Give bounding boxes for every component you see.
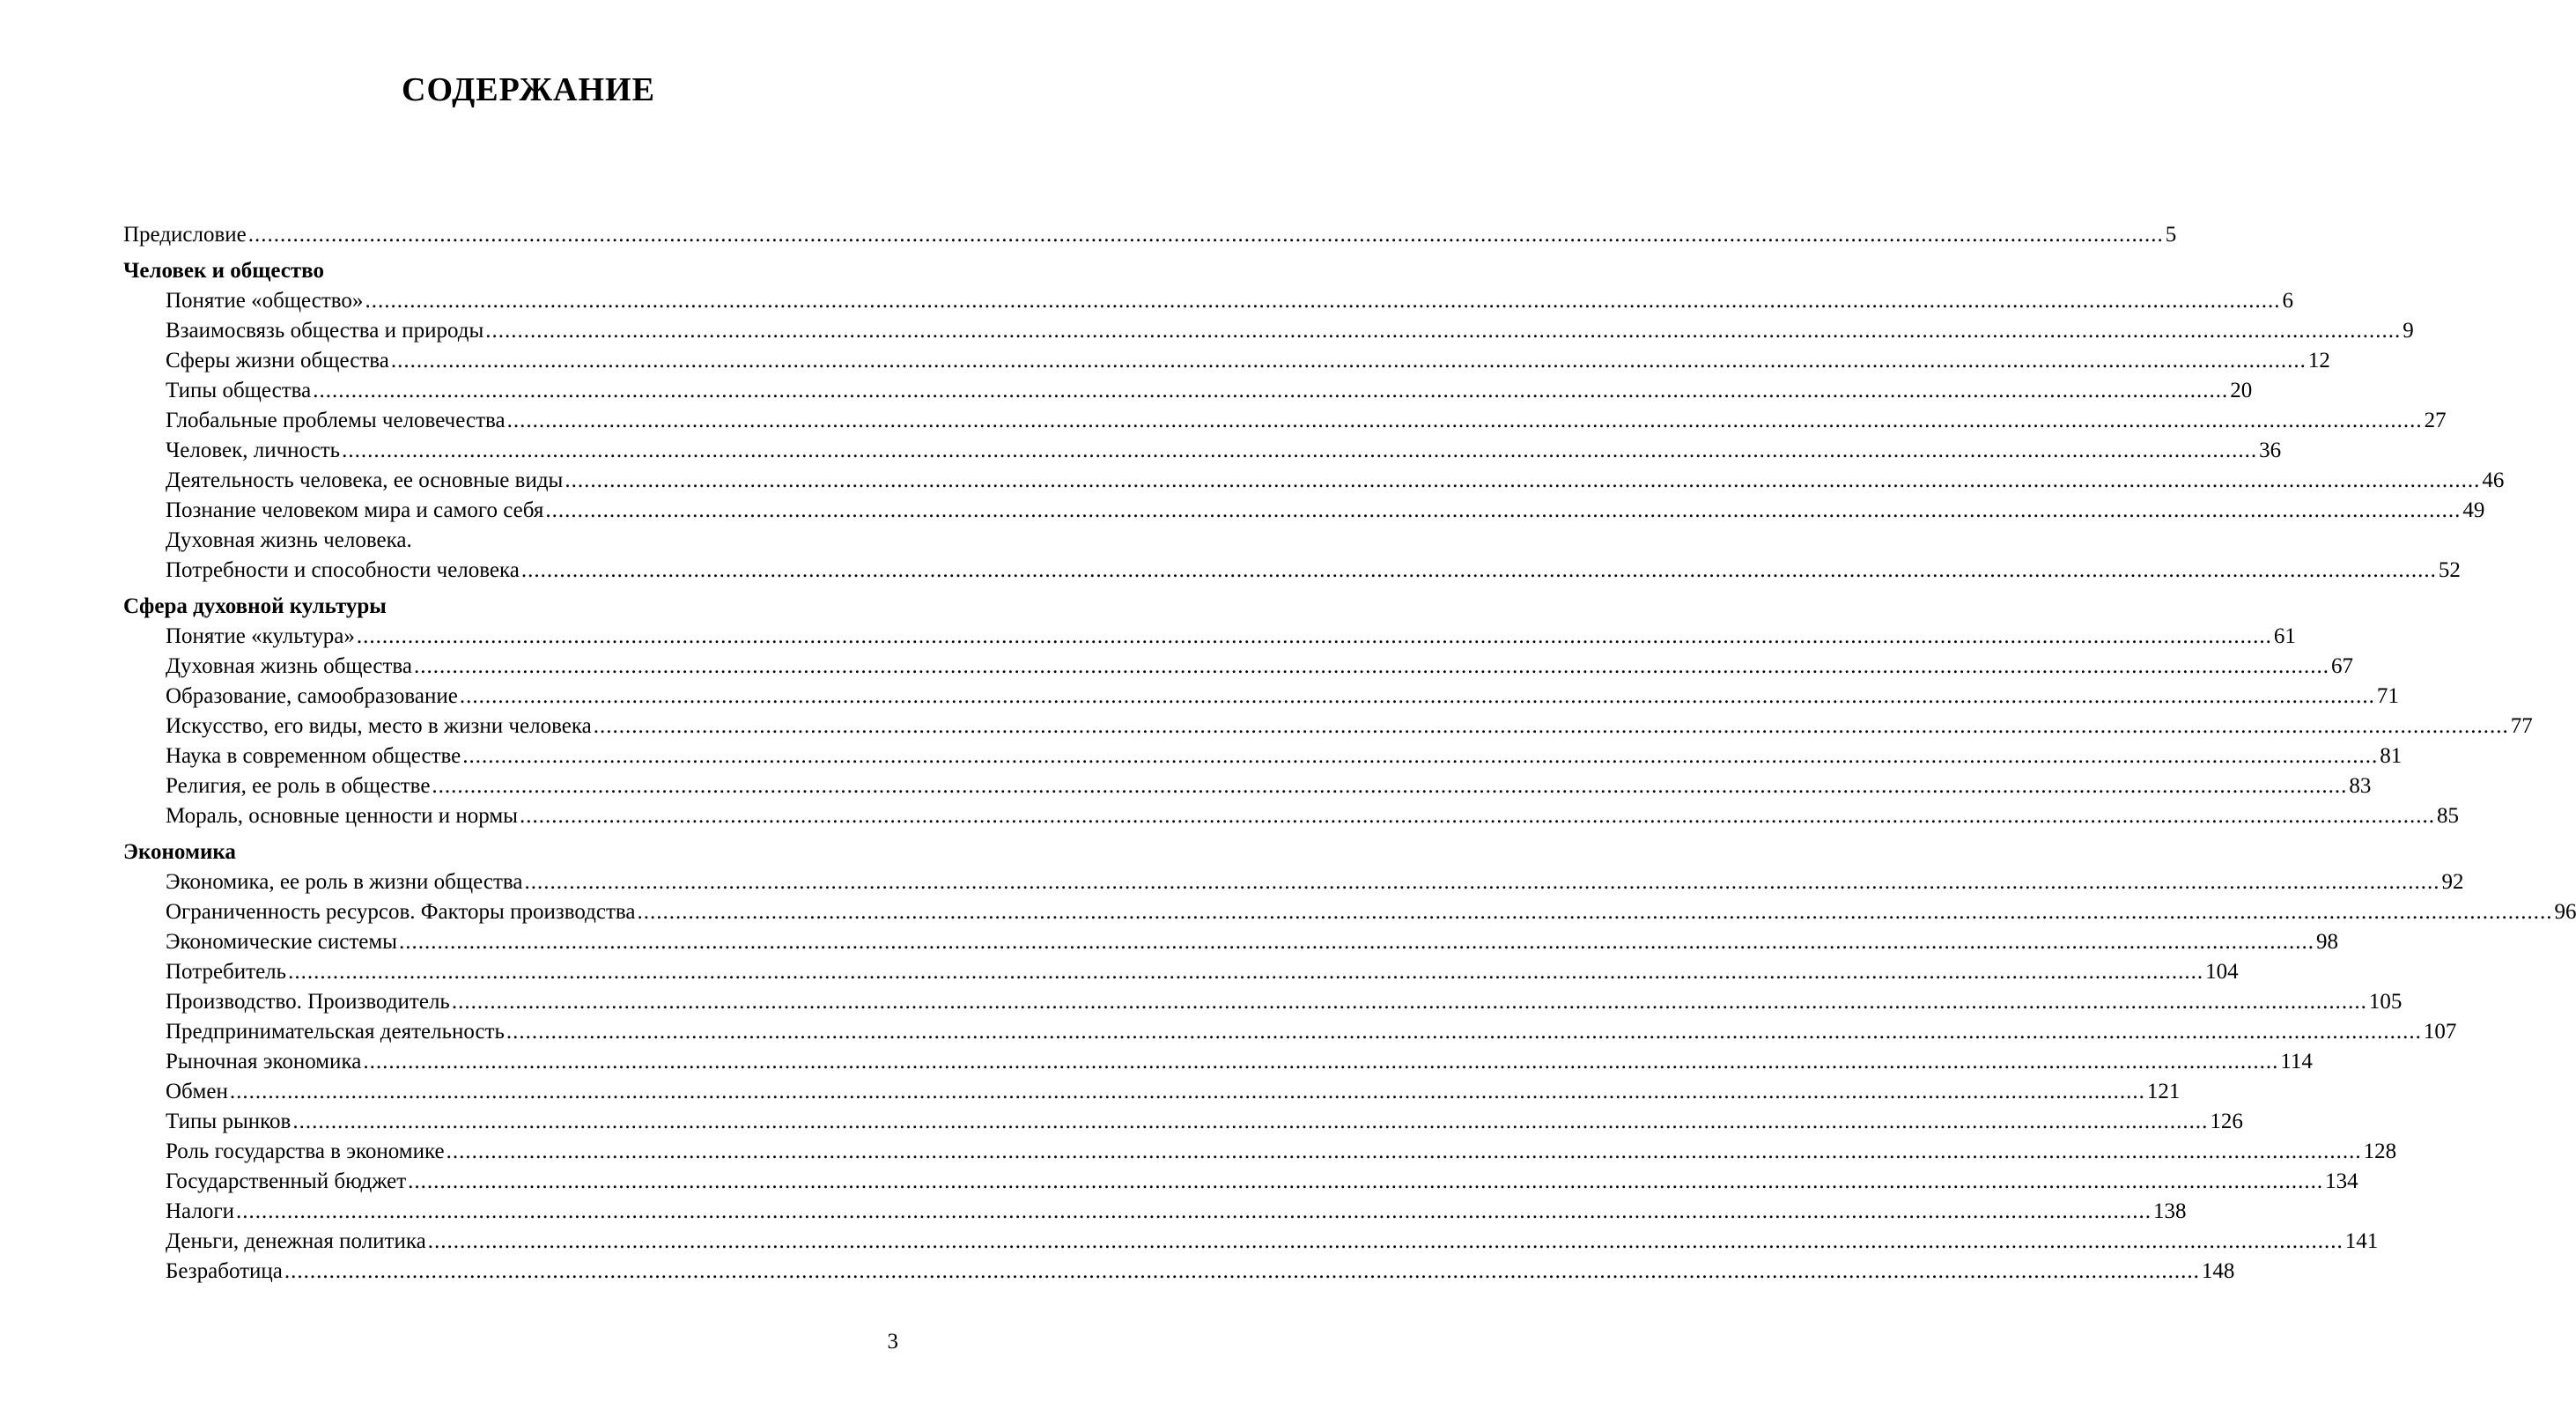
toc-entry: [123, 220, 2177, 250]
toc-entry-title: Типы общества: [166, 379, 312, 402]
toc-entry: [123, 771, 2372, 801]
toc-entry-title: Человек, личность: [166, 439, 341, 462]
toc-entry: [123, 622, 2296, 652]
dot-leader: ............................................................................................................................................................................................................................................................................................................: [545, 498, 2462, 522]
toc-entry-title: Потребитель: [166, 960, 287, 984]
toc-entry: [123, 682, 2399, 712]
dot-leader: ............................................................................................................................................................................................................................................................................................................: [427, 1229, 2343, 1253]
toc-page-number: 20: [2230, 379, 2253, 402]
dot-leader: ............................................................................................................................................................................................................................................................................................................: [459, 684, 2375, 708]
toc-entry-title: Сферы жизни общества: [166, 349, 389, 373]
toc-page-number: 61: [2273, 624, 2296, 648]
toc-entry: [123, 346, 2330, 376]
toc-entry-title: Познание человеком мира и самого себя: [166, 498, 544, 522]
dot-leader: ............................................................................................................................................................................................................................................................................................................: [451, 990, 2367, 1014]
toc-page-number: 9: [2403, 319, 2414, 343]
toc-text-line: [123, 526, 900, 556]
toc-entry-title: Безработица: [166, 1259, 283, 1283]
toc-page-number: 83: [2349, 774, 2372, 798]
toc-entry-title: Деньги, денежная политика: [166, 1229, 426, 1253]
dot-leader: ............................................................................................................................................................................................................................................................................................................: [446, 1140, 2362, 1163]
toc-page-number: 12: [2307, 349, 2330, 373]
toc-page-number: 105: [2368, 990, 2403, 1014]
toc-entry: [123, 741, 2403, 771]
dot-leader: ............................................................................................................................................................................................................................................................................................................: [506, 409, 2423, 432]
toc-section-heading: Экономика: [123, 840, 236, 864]
dot-leader: ............................................................................................................................................................................................................................................................................................................: [288, 960, 2204, 984]
toc-entry: [123, 1077, 2181, 1107]
toc-entry: [123, 466, 2505, 496]
toc-entry: [123, 1137, 2397, 1167]
toc-page-number: 134: [2325, 1169, 2358, 1193]
toc-page-number: 77: [2510, 714, 2533, 738]
toc-page-number: 128: [2363, 1140, 2397, 1163]
toc-entry: [123, 652, 2353, 682]
toc-page-number: 92: [2441, 870, 2464, 894]
toc-entry: [123, 286, 2293, 316]
toc-entry-title: Мораль, основные ценности и нормы: [166, 804, 518, 828]
dot-leader: ............................................................................................................................................................................................................................................................................................................: [520, 558, 2437, 582]
toc-page-number: 104: [2205, 960, 2239, 984]
toc-entry: [123, 801, 2459, 831]
toc-entry: [123, 556, 2461, 586]
dot-leader: ............................................................................................................................................................................................................................................................................................................: [247, 223, 2164, 247]
toc-entry: [123, 867, 2464, 897]
toc-page-number: 49: [2462, 498, 2485, 522]
toc-page-number: 5: [2165, 223, 2177, 247]
toc-page-number: 114: [2280, 1050, 2313, 1073]
toc-entry: [123, 1257, 2235, 1287]
toc-entry-title: Понятие «общество»: [166, 289, 364, 313]
toc-page-number: 98: [2315, 930, 2338, 954]
toc-entry: [123, 316, 2414, 346]
toc-entry: [123, 1047, 2313, 1077]
toc-entry: [123, 1197, 2187, 1227]
dot-leader: ............................................................................................................................................................................................................................................................................................................: [637, 900, 2553, 924]
toc-entry-title: Наука в современном обществе: [166, 744, 461, 768]
toc-entry: [123, 987, 2403, 1017]
toc-entry-title: Экономика, ее роль в жизни общества: [166, 870, 523, 894]
toc-section-heading: Сфера духовной культуры: [123, 594, 387, 618]
dot-leader: ............................................................................................................................................................................................................................................................................................................: [342, 439, 2258, 462]
toc-section-heading: Человек и общество: [123, 259, 324, 283]
toc-page-number: 67: [2330, 654, 2353, 678]
dot-leader: ............................................................................................................................................................................................................................................................................................................: [313, 379, 2229, 402]
toc-entry-title: Деятельность человека, ее основные виды: [166, 468, 564, 492]
dot-leader: ............................................................................................................................................................................................................................................................................................................: [524, 870, 2440, 894]
table-of-contents: [123, 220, 2576, 1287]
toc-page-number: 107: [2423, 1020, 2457, 1044]
dot-leader: ............................................................................................................................................................................................................................................................................................................: [398, 930, 2314, 954]
toc-entry-title: Глобальные проблемы человечества: [166, 409, 506, 432]
toc-entry-title: Ограниченность ресурсов. Факторы производства: [166, 900, 636, 924]
dot-leader: ............................................................................................................................................................................................................................................................................................................: [413, 654, 2329, 678]
page-number: 3: [887, 1330, 898, 1354]
toc-page-number: 121: [2146, 1080, 2181, 1103]
toc-entry-title: Типы рынков: [166, 1110, 292, 1133]
dot-leader: ............................................................................................................................................................................................................................................................................................................: [390, 349, 2307, 373]
toc-entry-title: Производство. Производитель: [166, 990, 450, 1014]
toc-page-number: 27: [2424, 409, 2447, 432]
toc-entry: [123, 1017, 2457, 1047]
dot-leader: ............................................................................................................................................................................................................................................................................................................: [356, 624, 2272, 648]
toc-page-number: 81: [2380, 744, 2403, 768]
toc-entry: [123, 376, 2253, 406]
toc-page-number: 126: [2210, 1110, 2243, 1133]
dot-leader: ............................................................................................................................................................................................................................................................................................................: [284, 1259, 2200, 1283]
dot-leader: ............................................................................................................................................................................................................................................................................................................: [365, 289, 2281, 313]
page-title: СОДЕРЖАНИЕ: [402, 71, 655, 108]
dot-leader: ............................................................................................................................................................................................................................................................................................................: [363, 1050, 2279, 1073]
toc-entry-title: Налоги: [166, 1199, 234, 1223]
toc-entry-title: Потребности и способности человека: [166, 558, 520, 582]
toc-entry-title: Экономические системы: [166, 930, 397, 954]
toc-entry-title: Предпринимательская деятельность: [166, 1020, 505, 1044]
toc-page-number: 141: [2344, 1229, 2379, 1253]
toc-entry: [123, 496, 2485, 526]
toc-page-number: 46: [2482, 468, 2505, 492]
dot-leader: ............................................................................................................................................................................................................................................................................................................: [506, 1020, 2422, 1044]
toc-entry-title: Искусство, его виды, место в жизни человека: [166, 714, 592, 738]
dot-leader: ............................................................................................................................................................................................................................................................................................................: [408, 1169, 2324, 1193]
toc-entry-title: Понятие «культура»: [166, 624, 355, 648]
toc-entry-title: Духовная жизнь общества: [166, 654, 412, 678]
toc-page-number: 6: [2282, 289, 2293, 313]
toc-page-number: 36: [2259, 439, 2282, 462]
toc-entry: [123, 897, 2576, 927]
toc-page-number: 96: [2554, 900, 2576, 924]
toc-entry: [123, 927, 2338, 957]
dot-leader: ............................................................................................................................................................................................................................................................................................................: [229, 1080, 2145, 1103]
toc-entry: [123, 712, 2533, 741]
toc-entry-title: Предисловие: [123, 223, 247, 247]
toc-page-number: 85: [2436, 804, 2459, 828]
toc-page-number: 148: [2201, 1259, 2235, 1283]
toc-entry: [123, 1167, 2358, 1197]
dot-leader: ............................................................................................................................................................................................................................................................................................................: [593, 714, 2509, 738]
dot-leader: ............................................................................................................................................................................................................................................................................................................: [432, 774, 2348, 798]
dot-leader: ............................................................................................................................................................................................................................................................................................................: [565, 468, 2481, 492]
toc-entry-title: Духовная жизнь человека.: [166, 528, 412, 552]
toc-entry: [123, 1107, 2243, 1137]
toc-entry: [123, 1227, 2379, 1257]
toc-entry-title: Религия, ее роль в обществе: [166, 774, 431, 798]
toc-page-number: 71: [2376, 684, 2399, 708]
toc-page-number: 138: [2152, 1199, 2187, 1223]
toc-entry-title: Образование, самообразование: [166, 684, 458, 708]
toc-entry-title: Государственный бюджет: [166, 1169, 407, 1193]
toc-entry: [123, 436, 2282, 466]
dot-leader: ............................................................................................................................................................................................................................................................................................................: [519, 804, 2435, 828]
toc-entry-title: Роль государства в экономике: [166, 1140, 445, 1163]
toc-entry-title: Рыночная экономика: [166, 1050, 362, 1073]
dot-leader: ............................................................................................................................................................................................................................................................................................................: [292, 1110, 2209, 1133]
toc-entry: [123, 406, 2447, 436]
dot-leader: ............................................................................................................................................................................................................................................................................................................: [235, 1199, 2152, 1223]
toc-entry-title: Обмен: [166, 1080, 228, 1103]
toc-entry: [123, 957, 2239, 987]
dot-leader: ............................................................................................................................................................................................................................................................................................................: [462, 744, 2379, 768]
toc-entry-title: Взаимосвязь общества и природы: [166, 319, 484, 343]
dot-leader: ............................................................................................................................................................................................................................................................................................................: [485, 319, 2402, 343]
toc-page-number: 52: [2438, 558, 2461, 582]
